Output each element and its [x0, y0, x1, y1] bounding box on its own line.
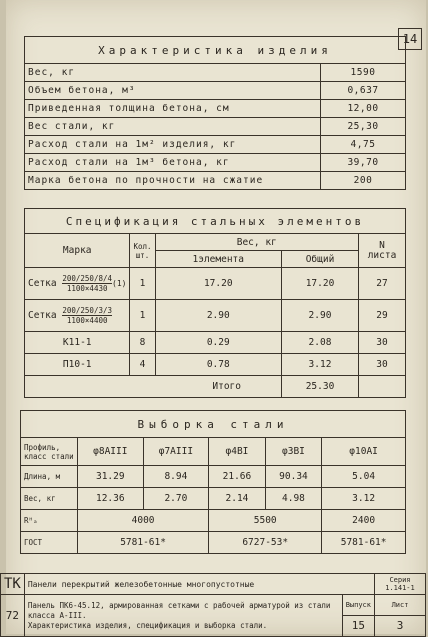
characteristics-table [24, 36, 406, 190]
spec-sheet: 29 [359, 300, 406, 332]
row-label: Вес, кг [25, 64, 321, 82]
spec-per: 0.78 [155, 354, 281, 376]
title-line-1: Панели перекрытий железобетонные многопустотные [24, 574, 374, 595]
row-value: 12,00 [321, 100, 406, 118]
length-value: 8.94 [143, 466, 209, 488]
title-block [0, 573, 426, 637]
characteristics-title: Характеристика изделия [25, 37, 406, 64]
spec-total: 2.90 [281, 300, 358, 332]
weight-value: 2.70 [143, 488, 209, 510]
title-line-3: Характеристика изделия, спецификация и выборка стали. [27, 620, 268, 630]
fraction-numerator: 200/250/3/3 [62, 306, 113, 315]
table-row [25, 268, 406, 300]
row-value: 0,637 [321, 82, 406, 100]
total-empty [359, 376, 406, 398]
table-row [25, 376, 406, 398]
fraction-numerator: 200/250/8/4 [62, 274, 113, 283]
header-weight: Вес, кг [21, 488, 78, 510]
sheet-label: Лист [375, 595, 426, 616]
spec-total: 2.08 [281, 332, 358, 354]
header-mark: Марка [25, 234, 130, 268]
row-value: 200 [321, 172, 406, 190]
row-label: Марка бетона по прочности на сжатие [25, 172, 321, 190]
table-row [25, 354, 406, 376]
series-value: 1.141-1 [385, 584, 415, 592]
column-header: φ7АIII [143, 438, 209, 466]
series-label: Серия [389, 576, 411, 584]
weight-value: 4.98 [265, 488, 322, 510]
spec-mark: Сетка [28, 310, 57, 321]
header-weight: Вес, кг [155, 234, 358, 251]
column-header: φ3ВI [265, 438, 322, 466]
header-gost: ГОСТ [21, 532, 78, 554]
mesh-fraction [62, 306, 112, 325]
mesh-fraction [62, 274, 112, 293]
row-label: Вес стали, кг [25, 118, 321, 136]
column-header: φ10АI [322, 438, 406, 466]
length-value: 90.34 [265, 466, 322, 488]
header-qty: Кол. шт. [130, 234, 155, 268]
table-row [21, 532, 406, 554]
header-length: Длина, м [21, 466, 78, 488]
spec-qty: 1 [130, 300, 155, 332]
issue-value: 15 [342, 616, 374, 637]
row-value: 1590 [321, 64, 406, 82]
table-row [25, 82, 406, 100]
specification-table [24, 208, 406, 398]
header-rh: Rᴴₐ [21, 510, 78, 532]
total-value: 25.30 [281, 376, 358, 398]
page-number: 14 [398, 28, 422, 50]
length-value: 31.29 [78, 466, 144, 488]
spec-suffix: (1) [112, 279, 127, 288]
spec-per: 2.90 [155, 300, 281, 332]
table-row [25, 118, 406, 136]
spec-total: 17.20 [281, 268, 358, 300]
rh-value: 4000 [78, 510, 209, 532]
column-header: φ4ВI [209, 438, 266, 466]
table-row [21, 510, 406, 532]
total-label: Итого [25, 376, 282, 398]
row-label: Расход стали на 1м² изделия, кг [25, 136, 321, 154]
doc-code: 72 [1, 595, 25, 637]
gost-value: 6727-53* [209, 532, 322, 554]
row-label: Приведенная толщина бетона, см [25, 100, 321, 118]
tk-label: ТК [1, 574, 25, 595]
row-value: 39,70 [321, 154, 406, 172]
steel-selection-title: Выборка стали [21, 411, 406, 438]
spec-sheet: 30 [359, 354, 406, 376]
fraction-denominator: 1100×4400 [66, 316, 108, 325]
column-header: φ8АIII [78, 438, 144, 466]
gost-value: 5781-61* [78, 532, 209, 554]
row-value: 25,30 [321, 118, 406, 136]
spec-total: 3.12 [281, 354, 358, 376]
row-value: 4,75 [321, 136, 406, 154]
row-label: Объем бетона, м³ [25, 82, 321, 100]
spec-per: 17.20 [155, 268, 281, 300]
table-row [25, 64, 406, 82]
spec-sheet: 27 [359, 268, 406, 300]
weight-value: 12.36 [78, 488, 144, 510]
fraction-denominator: 1100×4430 [66, 284, 108, 293]
spec-mark: К11-1 [25, 332, 130, 354]
spec-mark: Сетка [28, 278, 57, 289]
steel-selection-table [20, 410, 406, 554]
table-row [25, 172, 406, 190]
spec-per: 0.29 [155, 332, 281, 354]
table-row [21, 466, 406, 488]
title-line-2: Панель ПК6-45.12, армированная сетками с рабочей арматурой из стали класса А-III. [27, 600, 331, 620]
spec-qty: 4 [130, 354, 155, 376]
header-sheet-no: N листа [359, 234, 406, 268]
specification-title: Спецификация стальных элементов [25, 209, 406, 234]
spec-sheet: 30 [359, 332, 406, 354]
length-value: 21.66 [209, 466, 266, 488]
rh-value: 5500 [209, 510, 322, 532]
table-row [25, 154, 406, 172]
table-row [25, 300, 406, 332]
sheet-value: 3 [375, 616, 426, 637]
table-row [25, 100, 406, 118]
spec-qty: 8 [130, 332, 155, 354]
table-row [21, 488, 406, 510]
header-profile: Профиль, класс стали [21, 438, 78, 466]
header-per-element: 1элемента [155, 251, 281, 268]
weight-value: 3.12 [322, 488, 406, 510]
table-row [25, 332, 406, 354]
issue-label: Выпуск [342, 595, 374, 616]
length-value: 5.04 [322, 466, 406, 488]
spec-mark: П10-1 [25, 354, 130, 376]
rh-value: 2400 [322, 510, 406, 532]
gost-value: 5781-61* [322, 532, 406, 554]
header-total: Общий [281, 251, 358, 268]
row-label: Расход стали на 1м³ бетона, кг [25, 154, 321, 172]
table-row [25, 136, 406, 154]
table-row [21, 438, 406, 466]
spec-qty: 1 [130, 268, 155, 300]
weight-value: 2.14 [209, 488, 266, 510]
